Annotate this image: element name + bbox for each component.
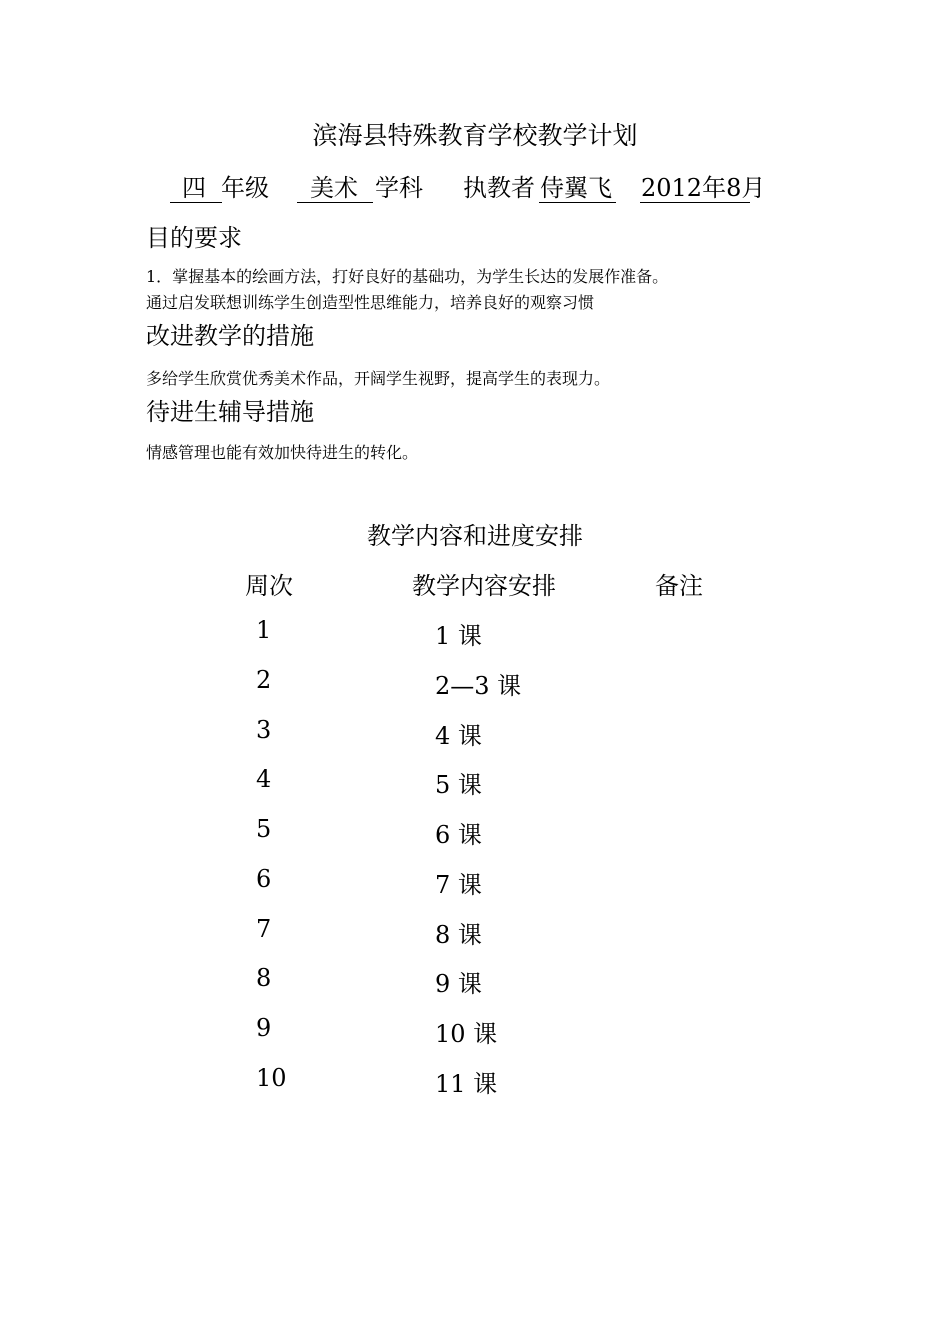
goals-heading: 目的要求 <box>146 224 242 252</box>
schedule-row <box>0 815 950 855</box>
week-cell: 1 <box>256 616 272 644</box>
goals-line-2: 通过启发联想训练学生创造型性思维能力，培养良好的观察习惯 <box>146 293 595 312</box>
schedule-row <box>0 666 950 706</box>
subject-value: 美术 <box>310 174 358 202</box>
tutor-text: 情感管理也能有效加快待进生的转化。 <box>146 443 419 462</box>
header-remarks: 备注 <box>655 572 703 600</box>
goals-line-1: 1．掌握基本的绘画方法，打好良好的基础功，为学生长达的发展作准备。 <box>146 267 669 286</box>
week-cell: 10 <box>256 1064 287 1092</box>
header-week: 周次 <box>245 572 293 600</box>
content-cell: 6 课 <box>435 821 482 849</box>
schedule-row <box>0 964 950 1004</box>
schedule-row <box>0 716 950 756</box>
week-cell: 9 <box>256 1014 272 1042</box>
improve-text: 多给学生欣赏优秀美术作品，开阔学生视野，提高学生的表现力。 <box>146 369 611 388</box>
schedule-row <box>0 1014 950 1054</box>
header-content: 教学内容安排 <box>412 572 556 600</box>
grade-underline <box>170 202 222 203</box>
content-cell: 11 课 <box>435 1070 498 1098</box>
schedule-row <box>0 865 950 905</box>
date-underline <box>640 202 750 203</box>
schedule-row <box>0 1064 950 1104</box>
week-cell: 3 <box>256 716 272 744</box>
subject-label: 学科 <box>375 174 423 202</box>
content-cell: 8 课 <box>435 921 482 949</box>
content-cell: 10 课 <box>435 1020 498 1048</box>
week-cell: 5 <box>256 815 272 843</box>
page-title: 滨海县特殊教育学校教学计划 <box>312 121 638 150</box>
schedule-row <box>0 915 950 955</box>
grade-label: 年级 <box>221 174 269 202</box>
content-cell: 9 课 <box>435 970 482 998</box>
content-cell: 2—3 课 <box>435 672 522 700</box>
week-cell: 6 <box>256 865 272 893</box>
content-cell: 1 课 <box>435 622 482 650</box>
week-cell: 2 <box>256 666 272 694</box>
week-cell: 4 <box>256 765 272 793</box>
tutor-heading: 待进生辅导措施 <box>146 398 314 426</box>
improve-heading: 改进教学的措施 <box>146 322 314 350</box>
date-value: 2012年8月 <box>641 174 766 202</box>
teacher-label: 执教者 <box>463 174 535 202</box>
grade-value: 四 <box>182 174 206 202</box>
schedule-title: 教学内容和进度安排 <box>367 522 583 550</box>
teacher-underline <box>539 202 616 203</box>
week-cell: 7 <box>256 915 272 943</box>
week-cell: 8 <box>256 964 272 992</box>
content-cell: 5 课 <box>435 771 482 799</box>
content-cell: 7 课 <box>435 871 482 899</box>
schedule-row <box>0 616 950 656</box>
subject-underline <box>297 202 373 203</box>
content-cell: 4 课 <box>435 722 482 750</box>
teacher-value: 侍翼飞 <box>540 174 612 202</box>
schedule-row <box>0 765 950 805</box>
